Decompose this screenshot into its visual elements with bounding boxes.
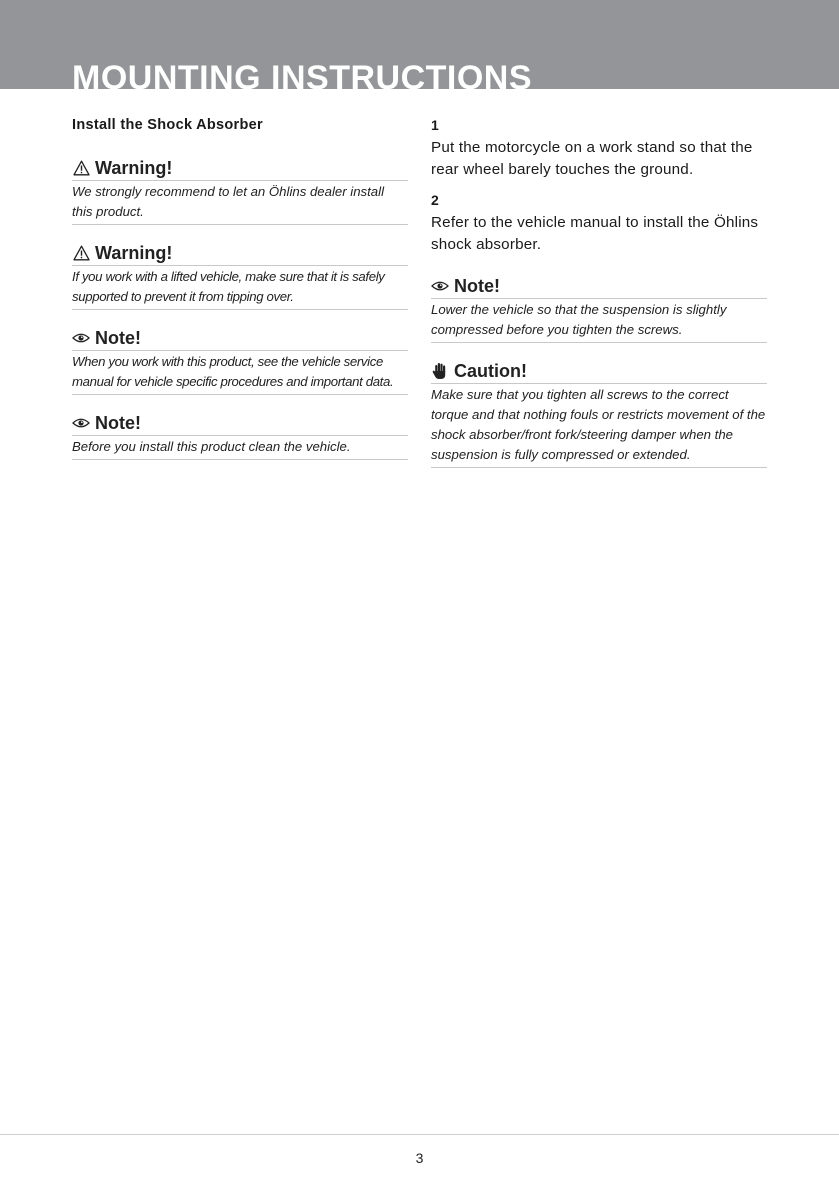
notice-text: We strongly recommend to let an Öhlins dealer install this product. <box>72 181 408 225</box>
step-text: Put the motorcycle on a work stand so that the rear wheel barely touches the ground. <box>431 139 753 178</box>
eye-icon <box>72 329 90 347</box>
page-title: MOUNTING INSTRUCTIONS <box>72 59 533 89</box>
notice-header <box>72 411 408 436</box>
notice-text: When you work with this product, see the vehicle service manual for vehicle specific procedures and important data. <box>72 351 408 395</box>
step <box>431 115 767 181</box>
warning-triangle-icon <box>72 244 90 262</box>
page-number: 3 <box>415 1150 424 1166</box>
step <box>431 190 767 256</box>
step-text: Refer to the vehicle manual to install the Öhlins shock absorber. <box>431 214 759 253</box>
notice-title: Note! <box>95 328 141 348</box>
eye-icon <box>431 277 449 295</box>
notice-title: Note! <box>454 276 500 296</box>
right-column <box>431 112 767 468</box>
hand-icon <box>431 362 449 380</box>
notice-title: Caution! <box>454 361 527 381</box>
header-band <box>0 0 839 89</box>
warning-notice <box>72 156 408 225</box>
notice-text: If you work with a lifted vehicle, make sure that it is safely supported to prevent it from tipping over. <box>72 266 408 310</box>
section-heading: Install the Shock Absorber <box>72 117 263 133</box>
notice-header <box>431 274 767 299</box>
note-notice <box>431 274 767 343</box>
notice-text: Before you install this product clean the vehicle. <box>72 436 408 460</box>
note-notice <box>72 326 408 395</box>
notice-title: Warning! <box>95 243 173 263</box>
notice-title: Warning! <box>95 158 173 178</box>
footer-divider <box>0 1134 839 1135</box>
notice-header <box>72 241 408 266</box>
note-notice <box>72 411 408 460</box>
notice-title: Note! <box>95 413 141 433</box>
step-number: 2 <box>431 192 439 208</box>
notice-header <box>72 156 408 181</box>
notice-header <box>72 326 408 351</box>
caution-notice <box>431 359 767 468</box>
step-number: 1 <box>431 117 439 133</box>
eye-icon <box>72 414 90 432</box>
warning-notice <box>72 241 408 310</box>
notice-text: Lower the vehicle so that the suspension is slightly compressed before you tighten the screws. <box>431 299 767 343</box>
left-column <box>72 112 408 460</box>
notice-header <box>431 359 767 384</box>
warning-triangle-icon <box>72 159 90 177</box>
notice-text: Make sure that you tighten all screws to the correct torque and that nothing fouls or restricts movement of the shock absorber/front fork/steering damper when the suspension is fully compressed or extended. <box>431 384 767 468</box>
